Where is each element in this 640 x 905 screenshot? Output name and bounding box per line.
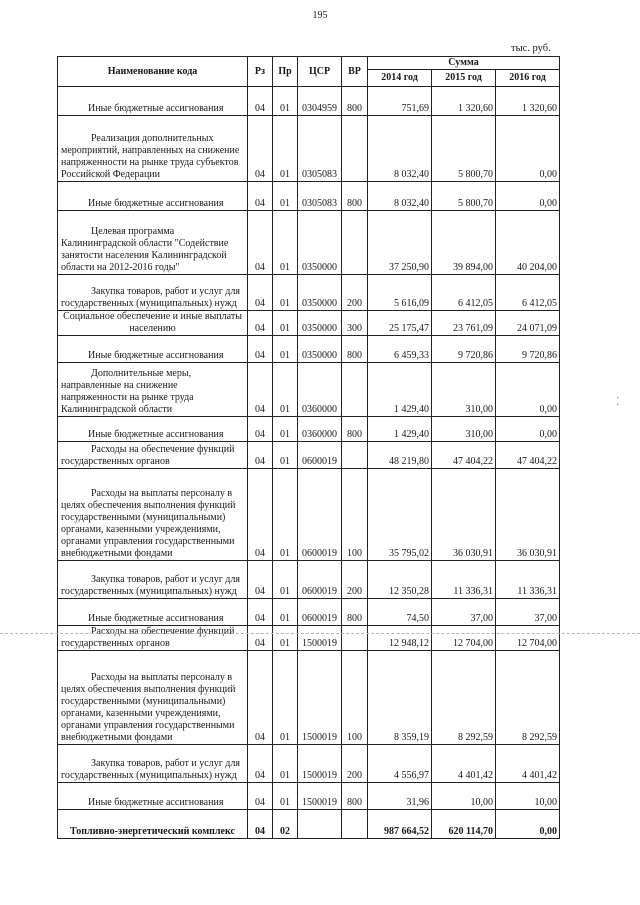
- row-pr: 01: [273, 182, 298, 211]
- table-row: [58, 275, 560, 311]
- row-2016: 12 704,00: [496, 626, 560, 651]
- row-2014: 8 032,40: [368, 182, 432, 211]
- row-2016: 0,00: [496, 810, 560, 839]
- row-vr: 800: [342, 336, 368, 363]
- row-pr: 01: [273, 561, 298, 599]
- scan-artifact-line: [0, 633, 640, 634]
- page-number: 195: [312, 10, 328, 21]
- row-pr: 01: [273, 626, 298, 651]
- row-csr: 1500019: [298, 745, 342, 783]
- row-name: Закупка товаров, работ и услуг для государственных (муниципальных) нужд: [58, 561, 248, 599]
- row-rz: 04: [248, 275, 273, 311]
- row-pr: 01: [273, 87, 298, 116]
- row-rz: 04: [248, 442, 273, 469]
- header-csr: ЦСР: [298, 57, 342, 87]
- row-2015: 36 030,91: [432, 469, 496, 561]
- header-2015: 2015 год: [432, 70, 496, 87]
- table-row: [58, 651, 560, 745]
- row-2015: 9 720,86: [432, 336, 496, 363]
- row-name: Целевая программа Калининградской области "Содействие занятости населения Калининградской области на 2012-2016 годы": [58, 211, 248, 275]
- row-2015: 1 320,60: [432, 87, 496, 116]
- row-vr: 800: [342, 182, 368, 211]
- row-2016: 10,00: [496, 783, 560, 810]
- table-row: [58, 599, 560, 626]
- row-2015: 39 894,00: [432, 211, 496, 275]
- row-2016: 0,00: [496, 182, 560, 211]
- row-rz: 04: [248, 783, 273, 810]
- row-csr: 1500019: [298, 783, 342, 810]
- row-2014: 25 175,47: [368, 311, 432, 336]
- row-csr: 0600019: [298, 561, 342, 599]
- row-csr: [298, 810, 342, 839]
- row-csr: 1500019: [298, 651, 342, 745]
- table-row: [58, 87, 560, 116]
- row-2014: 4 556,97: [368, 745, 432, 783]
- row-2014: 5 616,09: [368, 275, 432, 311]
- table-row: [58, 783, 560, 810]
- table-row: [58, 311, 560, 336]
- row-2014: 8 359,19: [368, 651, 432, 745]
- row-csr: 0350000: [298, 311, 342, 336]
- row-2016: 6 412,05: [496, 275, 560, 311]
- row-name: Иные бюджетные ассигнования: [58, 417, 248, 442]
- row-2014: 1 429,40: [368, 417, 432, 442]
- row-vr: 200: [342, 561, 368, 599]
- row-csr: 0600019: [298, 469, 342, 561]
- row-2015: 8 292,59: [432, 651, 496, 745]
- row-vr: 200: [342, 745, 368, 783]
- table-row: [58, 336, 560, 363]
- header-vr: ВР: [342, 57, 368, 87]
- row-rz: 04: [248, 561, 273, 599]
- row-2014: 987 664,52: [368, 810, 432, 839]
- row-2015: 47 404,22: [432, 442, 496, 469]
- row-csr: 0305083: [298, 116, 342, 182]
- row-vr: 800: [342, 417, 368, 442]
- row-csr: 0360000: [298, 417, 342, 442]
- row-vr: [342, 810, 368, 839]
- row-csr: 0600019: [298, 442, 342, 469]
- row-pr: 02: [273, 810, 298, 839]
- row-rz: 04: [248, 363, 273, 417]
- row-rz: 04: [248, 116, 273, 182]
- row-pr: 01: [273, 211, 298, 275]
- row-csr: 0350000: [298, 336, 342, 363]
- row-pr: 01: [273, 311, 298, 336]
- row-rz: 04: [248, 211, 273, 275]
- row-rz: 04: [248, 311, 273, 336]
- table-row: [58, 211, 560, 275]
- row-2015: 12 704,00: [432, 626, 496, 651]
- row-name: Расходы на обеспечение функций государственных органов: [58, 442, 248, 469]
- row-2016: 9 720,86: [496, 336, 560, 363]
- header-rz: Рз: [248, 57, 273, 87]
- row-vr: 800: [342, 783, 368, 810]
- row-name: Иные бюджетные ассигнования: [58, 182, 248, 211]
- row-name: Реализация дополнительных мероприятий, направленных на снижение напряженности на рынке труда субъектов Российской Федерации: [58, 116, 248, 182]
- row-rz: 04: [248, 810, 273, 839]
- row-vr: [342, 116, 368, 182]
- row-rz: 04: [248, 182, 273, 211]
- row-vr: 800: [342, 599, 368, 626]
- row-vr: 800: [342, 87, 368, 116]
- row-vr: [342, 211, 368, 275]
- row-rz: 04: [248, 336, 273, 363]
- header-pr: Пр: [273, 57, 298, 87]
- row-vr: [342, 442, 368, 469]
- row-csr: 0305083: [298, 182, 342, 211]
- header-2014: 2014 год: [368, 70, 432, 87]
- row-2015: 23 761,09: [432, 311, 496, 336]
- row-2016: 8 292,59: [496, 651, 560, 745]
- row-2014: 12 948,12: [368, 626, 432, 651]
- row-2014: 1 429,40: [368, 363, 432, 417]
- row-csr: 0360000: [298, 363, 342, 417]
- row-2015: 4 401,42: [432, 745, 496, 783]
- row-vr: [342, 626, 368, 651]
- row-pr: 01: [273, 442, 298, 469]
- scan-edge-mark: ⁚: [616, 396, 620, 408]
- row-pr: 01: [273, 417, 298, 442]
- row-name: Расходы на выплаты персоналу в целях обеспечения выполнения функций государственными (муниципальными) органами, казенными учреждениями, органами управления государственными внебюджетными фондами: [58, 651, 248, 745]
- row-pr: 01: [273, 599, 298, 626]
- row-2016: 0,00: [496, 116, 560, 182]
- header-name: Наименование кода: [58, 57, 248, 87]
- table-row: [58, 745, 560, 783]
- row-csr: 0350000: [298, 211, 342, 275]
- row-name: Социальное обеспечение и иные выплаты населению: [58, 311, 248, 336]
- row-csr: 0600019: [298, 599, 342, 626]
- row-name: Иные бюджетные ассигнования: [58, 87, 248, 116]
- row-pr: 01: [273, 336, 298, 363]
- table-row: [58, 810, 560, 839]
- row-name: Расходы на обеспечение функций государственных органов: [58, 626, 248, 651]
- row-name: Закупка товаров, работ и услуг для государственных (муниципальных) нужд: [58, 275, 248, 311]
- row-2014: 751,69: [368, 87, 432, 116]
- row-name: Топливно-энергетический комплекс: [58, 810, 248, 839]
- row-2014: 31,96: [368, 783, 432, 810]
- row-pr: 01: [273, 363, 298, 417]
- row-rz: 04: [248, 417, 273, 442]
- row-2015: 10,00: [432, 783, 496, 810]
- row-2016: 36 030,91: [496, 469, 560, 561]
- row-2014: 37 250,90: [368, 211, 432, 275]
- row-2016: 40 204,00: [496, 211, 560, 275]
- table-row: [58, 363, 560, 417]
- row-pr: 01: [273, 651, 298, 745]
- row-pr: 01: [273, 116, 298, 182]
- row-2015: 310,00: [432, 363, 496, 417]
- row-2014: 48 219,80: [368, 442, 432, 469]
- table-row: [58, 116, 560, 182]
- row-2014: 35 795,02: [368, 469, 432, 561]
- table-row: [58, 417, 560, 442]
- row-csr: 0350000: [298, 275, 342, 311]
- units-label: тыс. руб.: [511, 43, 551, 54]
- row-2015: 620 114,70: [432, 810, 496, 839]
- row-2014: 8 032,40: [368, 116, 432, 182]
- row-pr: 01: [273, 783, 298, 810]
- row-2016: 1 320,60: [496, 87, 560, 116]
- row-pr: 01: [273, 275, 298, 311]
- row-2016: 0,00: [496, 417, 560, 442]
- row-name: Иные бюджетные ассигнования: [58, 599, 248, 626]
- row-name: Иные бюджетные ассигнования: [58, 336, 248, 363]
- row-csr: 0304959: [298, 87, 342, 116]
- row-csr: 1500019: [298, 626, 342, 651]
- row-name: Иные бюджетные ассигнования: [58, 783, 248, 810]
- header-sum: Сумма: [368, 57, 560, 70]
- row-name: Расходы на выплаты персоналу в целях обеспечения выполнения функций государственными (муниципальными) органами, казенными учреждениями, органами управления государственными внебюджетными фондами: [58, 469, 248, 561]
- row-vr: 100: [342, 469, 368, 561]
- row-vr: 200: [342, 275, 368, 311]
- table-row: [58, 442, 560, 469]
- row-2014: 6 459,33: [368, 336, 432, 363]
- row-rz: 04: [248, 87, 273, 116]
- table-row: [58, 182, 560, 211]
- row-2016: 37,00: [496, 599, 560, 626]
- row-name: Дополнительные меры, направленные на снижение напряженности на рынке труда Калининградской области: [58, 363, 248, 417]
- row-rz: 04: [248, 626, 273, 651]
- row-2016: 47 404,22: [496, 442, 560, 469]
- header-2016: 2016 год: [496, 70, 560, 87]
- row-2015: 5 800,70: [432, 182, 496, 211]
- row-vr: 100: [342, 651, 368, 745]
- row-2016: 0,00: [496, 363, 560, 417]
- table-row: [58, 626, 560, 651]
- row-2014: 74,50: [368, 599, 432, 626]
- row-rz: 04: [248, 651, 273, 745]
- row-2014: 12 350,28: [368, 561, 432, 599]
- row-rz: 04: [248, 745, 273, 783]
- budget-table: [57, 56, 560, 839]
- table-row: [58, 561, 560, 599]
- row-2015: 11 336,31: [432, 561, 496, 599]
- row-2016: 11 336,31: [496, 561, 560, 599]
- row-2015: 37,00: [432, 599, 496, 626]
- table-row: [58, 469, 560, 561]
- row-vr: 300: [342, 311, 368, 336]
- row-2015: 310,00: [432, 417, 496, 442]
- row-2016: 24 071,09: [496, 311, 560, 336]
- row-pr: 01: [273, 745, 298, 783]
- row-name: Закупка товаров, работ и услуг для государственных (муниципальных) нужд: [58, 745, 248, 783]
- row-vr: [342, 363, 368, 417]
- row-2015: 6 412,05: [432, 275, 496, 311]
- row-2016: 4 401,42: [496, 745, 560, 783]
- row-pr: 01: [273, 469, 298, 561]
- row-rz: 04: [248, 469, 273, 561]
- row-2015: 5 800,70: [432, 116, 496, 182]
- row-rz: 04: [248, 599, 273, 626]
